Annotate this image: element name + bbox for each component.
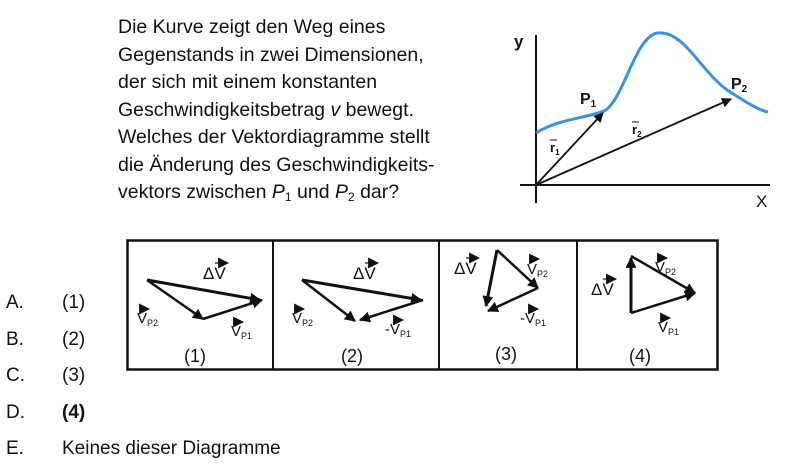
r2-label [632,122,642,139]
question-line-1: Die Kurve zeigt den Weg eines [118,16,386,38]
speed-variable: v [330,98,341,121]
question-line-4-post: bewegt. [340,98,414,121]
question-text [118,14,498,212]
panel-3-delta-v-label: ΔV [454,259,477,278]
panel-4-vp1-letter: V [658,319,669,336]
option-a-text: (1) [62,292,86,313]
question-line-7-post: dar? [354,181,400,203]
panel-1-vp2-letter: V [137,310,148,327]
position-vector-r2 [536,99,731,185]
path-graph [505,18,785,218]
question-line-7-pre: vektors zwischen [118,181,272,203]
p1-letter: P [271,181,285,203]
question-line-5: Welches der Vektordiagramme stellt [118,126,430,148]
question-line-7-mid: und [291,181,335,203]
point-p1-letter: P [580,91,591,108]
point-p2-letter: P [731,76,742,93]
panel-2-caption: (2) [341,346,363,366]
option-e[interactable] [6,431,281,468]
panel-4-vp1-arrow [631,293,695,313]
question-line-4 [118,97,498,125]
p2-subscript: 2 [347,190,355,204]
option-a-letter: A. [6,292,24,313]
option-c-text: (3) [62,365,86,386]
panel-3-vp1-letter: V [525,310,536,327]
panel-2-vp2-label [292,310,313,328]
panel-2-vp1-prefix: - [385,321,390,338]
p1-subscript: 1 [284,190,292,204]
panel-2-vp1-sub: P1 [400,329,412,339]
panel-3-vp2-letter: V [527,261,538,278]
question-line-2: Gegenstands in zwei Dimensionen, [118,43,424,66]
r1-letter: r [550,140,556,155]
r2-letter: r [632,122,638,137]
panel-4-vp2-sub: P2 [665,267,677,277]
panel-4-vp1-label [658,319,679,337]
panel-3-vp1-sub: P1 [535,318,547,328]
option-d-letter: D. [6,401,25,423]
panel-2-vp1-label [385,321,411,339]
panel-3-vp2-label [527,261,548,279]
panel-1-vp2-sub: P2 [147,318,159,328]
option-b[interactable] [6,322,281,359]
option-a[interactable] [6,285,281,322]
option-c-letter: C. [6,365,25,386]
panel-2-delta-v-arrow [302,280,421,300]
r1-label [550,140,560,157]
x-axis-label: X [756,192,768,211]
panel-4-vp2-label [655,259,676,277]
option-e-letter: E. [6,438,24,459]
panel-3 [454,250,548,364]
panel-3-minus-vp1-arrow [488,288,538,311]
option-b-letter: B. [6,328,24,350]
question-line-7 [118,179,498,212]
panel-2-minus-vp1-arrow [360,300,423,320]
panel-1-delta-v-label: ΔV [203,264,226,283]
r1-sub: 1 [555,148,560,157]
panel-2 [292,263,423,366]
panel-3-delta-v-arrow [486,250,497,306]
panel-4 [591,256,695,366]
panel-2-vp1-letter: V [390,321,401,338]
panel-3-vp1-label [520,310,546,328]
question-line-3: der sich mit einem konstanten [118,71,378,93]
panel-1-vp1-sub: P1 [241,331,253,341]
option-d[interactable] [6,395,281,432]
panel-1-caption: (1) [184,346,206,366]
point-p2-sub: 2 [741,84,748,95]
p2-letter: P [334,181,348,203]
y-axis-label: y [514,32,524,51]
panel-4-caption: (4) [629,346,651,366]
answer-options [6,285,281,468]
option-c[interactable] [6,358,281,395]
question-line-6: die Änderung des Geschwindigkeits- [118,153,435,176]
point-p1-label [580,91,597,110]
panel-4-vp2-letter: V [655,259,666,276]
panel-2-delta-v-label: ΔV [353,264,376,283]
option-b-text: (2) [62,328,86,350]
r2-sub: 2 [637,130,642,139]
panel-3-vp1-prefix: - [520,310,525,327]
point-p2-label [731,76,748,95]
panel-4-delta-v-label: ΔV [591,280,614,299]
panel-3-caption: (3) [495,344,517,364]
panel-4-vp1-sub: P1 [668,327,680,337]
question-line-4-pre: Geschwindigkeitsbetrag [118,98,331,121]
option-d-text: (4) [62,401,86,423]
panel-3-vp2-sub: P2 [537,269,549,279]
position-vector-r1 [536,113,603,185]
panel-2-vp2-letter: V [292,310,303,327]
point-p1-sub: 1 [590,99,597,110]
panel-1-vp1-letter: V [231,323,242,340]
option-e-text: Keines dieser Diagramme [62,438,281,459]
panel-2-vp2-sub: P2 [302,318,314,328]
